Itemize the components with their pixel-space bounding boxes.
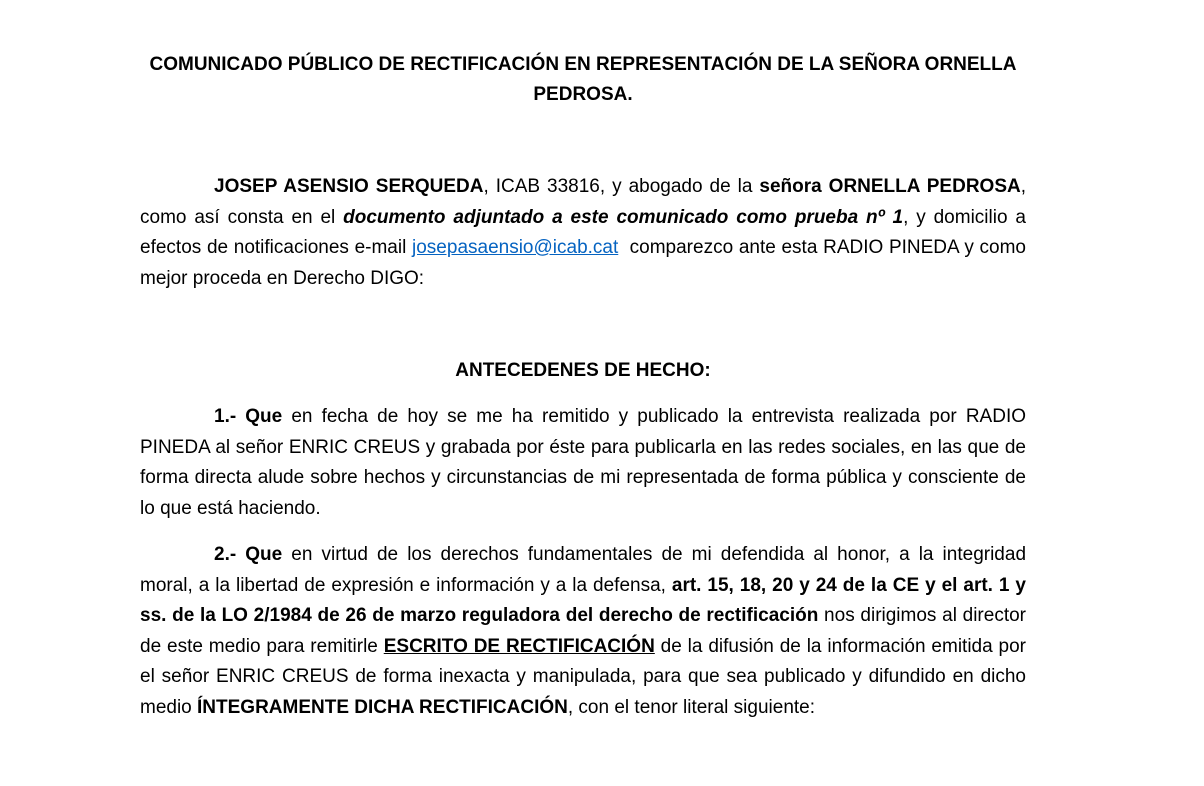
intro-text-1: , ICAB 33816, y abogado de la (483, 176, 760, 197)
document-title: COMUNICADO PÚBLICO DE RECTIFICACIÓN EN REPRESENTACIÓN DE LA SEÑORA ORNELLA PEDROSA. (149, 54, 1017, 105)
intro-text-4: comparezco ante esta RADIO PINEDA y como mejor proceda en Derecho DIGO: (140, 237, 1032, 289)
law-reference: art. 15, 18, 20 y 24 de la CE y el art. 1 y ss. de la LO 2/1984 de 26 de marzo reguladora del derecho de rectificación (140, 574, 1026, 626)
section-heading: ANTECEDENES DE HECHO: (455, 360, 711, 381)
intro-text-3: , y domicilio a efectos de notificaciones e-mail (140, 206, 1026, 258)
rectification-writ: ESCRITO DE RECTIFICACIÓN (383, 635, 655, 657)
point-2-text-3: de la difusión de la información emitida por el señor ENRIC CREUS de forma inexacta y manipulada, para que sea publicado y difundido en dicho medio (140, 635, 1027, 718)
intro-text-2: , como así consta en el (140, 176, 1026, 228)
point-1-text: en fecha de hoy se me ha remitido y publicado la entrevista realizada por RADIO PINEDA al señor ENRIC CREUS y grabada por éste para publicarla en las redes sociales, en las que de forma directa alude sobre hechos y circunstancias de mi representada de forma pública y consciente de lo que está haciendo. (140, 406, 1027, 519)
integral-rectification: ÍNTEGRAMENTE DICHA RECTIFICACIÓN (197, 696, 568, 718)
point-2-text-2: nos dirigimos al director de este medio para remitirle (140, 605, 1027, 657)
email-link[interactable]: josepasaensio@icab.cat (412, 237, 619, 258)
point-2-text-1: en virtud de los derechos fundamentales de mi defendida al honor, a la integridad moral, a la libertad de expresión e información y a la defensa, (140, 544, 1027, 596)
document-reference: documento adjuntado a este comunicado como prueba nº 1 (343, 206, 904, 228)
client-name: señora ORNELLA PEDROSA (759, 176, 1021, 197)
point-1-paragraph (140, 402, 1026, 524)
lawyer-name: JOSEP ASENSIO SERQUEDA (214, 176, 484, 197)
point-2-paragraph (140, 540, 1026, 723)
point-1-lead: 1.- Que (214, 406, 283, 427)
point-2-text-4: , con el tenor literal siguiente: (567, 696, 816, 718)
intro-paragraph (140, 172, 1032, 294)
point-2-lead: 2.- Que (214, 544, 283, 565)
